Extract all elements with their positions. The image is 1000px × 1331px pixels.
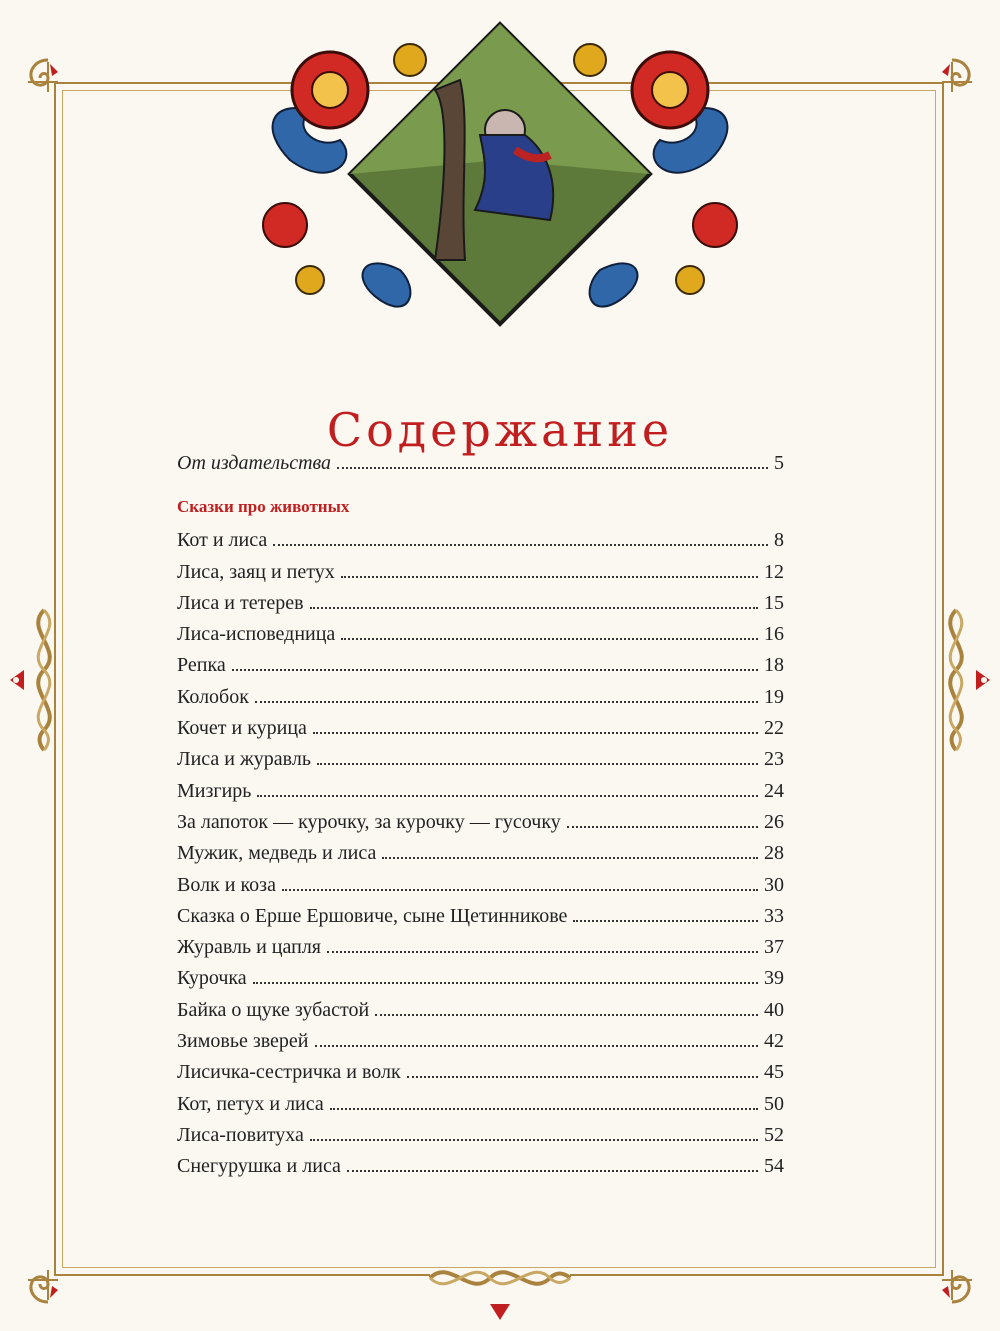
dot-leader: [327, 951, 758, 953]
toc-entry-page: 26: [764, 810, 784, 833]
toc-entry-page: 19: [764, 685, 784, 708]
toc-entry[interactable]: [177, 999, 784, 1030]
corner-ornament-bottom-left-icon: [18, 1250, 78, 1310]
toc-entry[interactable]: [177, 748, 784, 779]
dot-leader: [273, 544, 768, 546]
page-title: Содержание: [326, 402, 674, 457]
dot-leader: [337, 467, 768, 469]
toc-entry-title: Колобок: [177, 685, 249, 708]
toc-entry-intro[interactable]: [177, 452, 784, 483]
toc-entry[interactable]: [177, 592, 784, 623]
dot-leader: [310, 1139, 758, 1141]
toc-entry-title: Кот и лиса: [177, 529, 268, 552]
dot-leader: [347, 1170, 758, 1172]
dot-leader: [255, 701, 758, 703]
toc-entry-page: 5: [774, 452, 784, 474]
toc-entry-title: Зимовье зверей: [177, 1030, 309, 1053]
dot-leader: [573, 920, 758, 922]
dot-leader: [382, 857, 758, 859]
toc-entry-title: Сказка о Ерше Ершовиче, сыне Щетинникове: [177, 904, 568, 927]
celtic-knot-right-icon: [916, 600, 996, 760]
toc-entry-page: 50: [764, 1092, 784, 1115]
toc-entry[interactable]: [177, 905, 784, 936]
toc-entry-title: Кот, петух и лиса: [177, 1092, 324, 1115]
toc-entry-page: 37: [764, 936, 784, 959]
toc-entry[interactable]: [177, 1061, 784, 1092]
dot-leader: [567, 826, 758, 828]
toc-entry-title: Снегурушка и лиса: [177, 1155, 341, 1178]
toc-entry-title: Мужик, медведь и лиса: [177, 842, 377, 865]
toc-entry-page: 8: [774, 529, 784, 552]
toc-entry-title: Лиса-исповедница: [177, 623, 336, 646]
dot-leader: [310, 607, 758, 609]
corner-ornament-top-left-icon: [18, 52, 78, 112]
dot-leader: [407, 1076, 758, 1078]
folk-illustration-header: [230, 10, 770, 350]
dot-leader: [253, 982, 758, 984]
toc-entry-title: Волк и коза: [177, 873, 276, 896]
toc-entry-page: 33: [764, 904, 784, 927]
toc-entry-title: Лиса и журавль: [177, 748, 311, 771]
toc-entry-page: 24: [764, 779, 784, 802]
dot-leader: [375, 1014, 758, 1016]
toc-entry[interactable]: [177, 1030, 784, 1061]
toc-entry[interactable]: [177, 842, 784, 873]
toc-entry[interactable]: [177, 654, 784, 685]
toc-entry-page: 12: [764, 560, 784, 583]
toc-entry[interactable]: [177, 936, 784, 967]
dot-leader: [232, 669, 758, 671]
toc-entry-page: 18: [764, 654, 784, 677]
dot-leader: [341, 638, 758, 640]
toc-entry[interactable]: [177, 780, 784, 811]
toc-entry-title: Репка: [177, 654, 226, 677]
dot-leader: [330, 1108, 758, 1110]
toc-entry-page: 22: [764, 717, 784, 740]
dot-leader: [257, 795, 758, 797]
toc-entry-page: 30: [764, 873, 784, 896]
toc-entry[interactable]: [177, 686, 784, 717]
toc-entry[interactable]: [177, 1124, 784, 1155]
toc-entry[interactable]: [177, 529, 784, 560]
toc-entry[interactable]: [177, 717, 784, 748]
toc-entry[interactable]: [177, 874, 784, 905]
celtic-knot-left-icon: [4, 600, 84, 760]
toc-entry[interactable]: [177, 623, 784, 654]
toc-entry-title: Лисичка-сестричка и волк: [177, 1061, 401, 1084]
toc-entry-title: Кочет и курица: [177, 717, 307, 740]
toc-entry-page: 42: [764, 1030, 784, 1053]
toc-entry-title: Байка о щуке зубастой: [177, 998, 370, 1021]
toc-entry-page: 39: [764, 967, 784, 990]
celtic-knot-bottom-icon: [420, 1246, 580, 1326]
toc-entry-title: От издательства: [177, 452, 332, 474]
dot-leader: [313, 732, 758, 734]
table-of-contents: [177, 452, 784, 1187]
toc-entry[interactable]: [177, 1093, 784, 1124]
toc-entry-page: 45: [764, 1061, 784, 1084]
toc-entry[interactable]: [177, 967, 784, 998]
toc-entry-title: За лапоток — курочку, за курочку — гусочку: [177, 810, 561, 833]
toc-entry-title: Лиса-повитуха: [177, 1123, 304, 1146]
toc-entry-page: 15: [764, 591, 784, 614]
dot-leader: [282, 889, 758, 891]
toc-entry-page: 54: [764, 1155, 784, 1178]
corner-ornament-bottom-right-icon: [922, 1250, 982, 1310]
toc-entry-page: 23: [764, 748, 784, 771]
section-heading: Сказки про животных: [177, 497, 350, 517]
toc-entry-page: 16: [764, 623, 784, 646]
toc-entry[interactable]: [177, 561, 784, 592]
toc-entry-title: Лиса, заяц и петух: [177, 560, 335, 583]
toc-entry-page: 28: [764, 842, 784, 865]
dot-leader: [317, 763, 758, 765]
toc-entry[interactable]: [177, 811, 784, 842]
corner-ornament-top-right-icon: [922, 52, 982, 112]
toc-entry-title: Курочка: [177, 967, 247, 990]
toc-entry-page: 52: [764, 1123, 784, 1146]
toc-entry[interactable]: [177, 1155, 784, 1186]
dot-leader: [341, 576, 758, 578]
toc-entry-title: Мизгирь: [177, 779, 252, 802]
toc-entry-title: Журавль и цапля: [177, 936, 322, 959]
toc-entry-title: Лиса и тетерев: [177, 591, 304, 614]
dot-leader: [315, 1045, 758, 1047]
toc-entry-page: 40: [764, 998, 784, 1021]
